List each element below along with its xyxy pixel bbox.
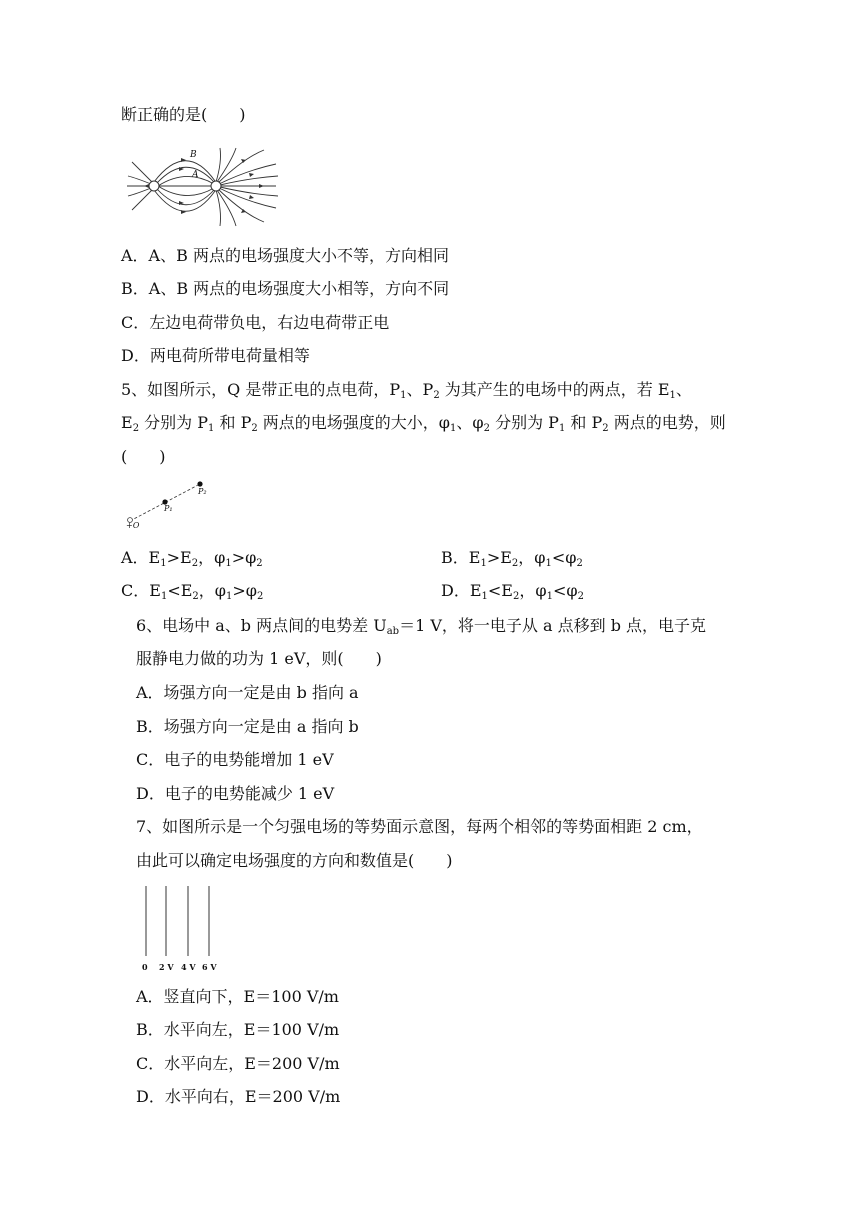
q6-option-d: D．电子的电势能减少 1 eV	[136, 784, 335, 803]
q7-label-6v: 6 V	[202, 962, 217, 972]
q7-label-2v: 2 V	[159, 962, 174, 972]
q5-label-p2: P₂	[198, 487, 207, 496]
q6-stem-line1: 6、电场中 a、b 两点间的电势差 $U_{ab}=1$ V，将一电子从 a 点移到 b 点，电子克	[136, 616, 707, 637]
q4-option-a: A．A、B 两点的电场强度大小不等，方向相同	[121, 246, 449, 265]
q7-option-d: D．水平向右，E＝200 V/m	[136, 1087, 341, 1106]
q5-option-a: A．$E_1>E_2$，$\varphi_1>\varphi_2$	[121, 548, 263, 569]
q5-option-c: C．$E_1<E_2$，$\varphi_1>\varphi_2$	[121, 581, 264, 602]
q7-option-a: A．竖直向下，E＝100 V/m	[136, 987, 339, 1006]
q7-equipotential-figure	[136, 882, 226, 974]
q5-option-b: B．$E_1>E_2$，$\varphi_1<\varphi_2$	[441, 548, 583, 569]
q7-option-b: B．水平向左，E＝100 V/m	[136, 1020, 340, 1039]
q5-stem-line3: ( )	[121, 447, 166, 466]
q6-stem-line2: 服静电力做的功为 1 eV，则( )	[136, 649, 382, 668]
q6-option-b: B．场强方向一定是由 a 指向 b	[136, 717, 359, 736]
q7-option-c: C．水平向左，E＝200 V/m	[136, 1054, 340, 1073]
q4-field-lines-figure	[124, 146, 280, 228]
q5-option-d: D．$E_1<E_2$，$\varphi_1<\varphi_2$	[441, 581, 584, 602]
q7-label-0: 0	[142, 962, 148, 972]
q6-option-a: A．场强方向一定是由 b 指向 a	[136, 683, 359, 702]
q7-stem-line2: 由此可以确定电场强度的方向和数值是( )	[136, 851, 453, 870]
q5-point-charge-figure	[122, 476, 217, 528]
q5-stem-line1: 5、如图所示，Q 是带正电的点电荷，$P_1$、$P_2$ 为其产生的电场中的两点，若 $E_1$、	[121, 380, 692, 401]
q4-option-b: B．A、B 两点的电场强度大小相等，方向不同	[121, 279, 450, 298]
q4-option-c: C．左边电荷带负电，右边电荷带正电	[121, 313, 390, 332]
q7-label-4v: 4 V	[181, 962, 196, 972]
q6-option-c: C．电子的电势能增加 1 eV	[136, 750, 334, 769]
q4-label-a: A	[192, 170, 199, 180]
q5-label-p1: P₁	[164, 504, 173, 513]
q5-label-q: +Q	[126, 521, 140, 528]
q7-stem-line1: 7、如图所示是一个匀强电场的等势面示意图，每两个相邻的等势面相距 2 cm，	[136, 817, 703, 836]
q4-option-d: D．两电荷所带电荷量相等	[121, 346, 310, 365]
q4-stem-tail: 断正确的是( )	[121, 105, 246, 124]
q5-stem-line2: $E_2$ 分别为 $P_1$ 和 $P_2$ 两点的电场强度的大小，$\varphi_1$、$\varphi_2$ 分别为 $P_1$ 和 $P_2$ 两点的电势，则	[121, 413, 726, 434]
q4-label-b: B	[190, 150, 197, 160]
